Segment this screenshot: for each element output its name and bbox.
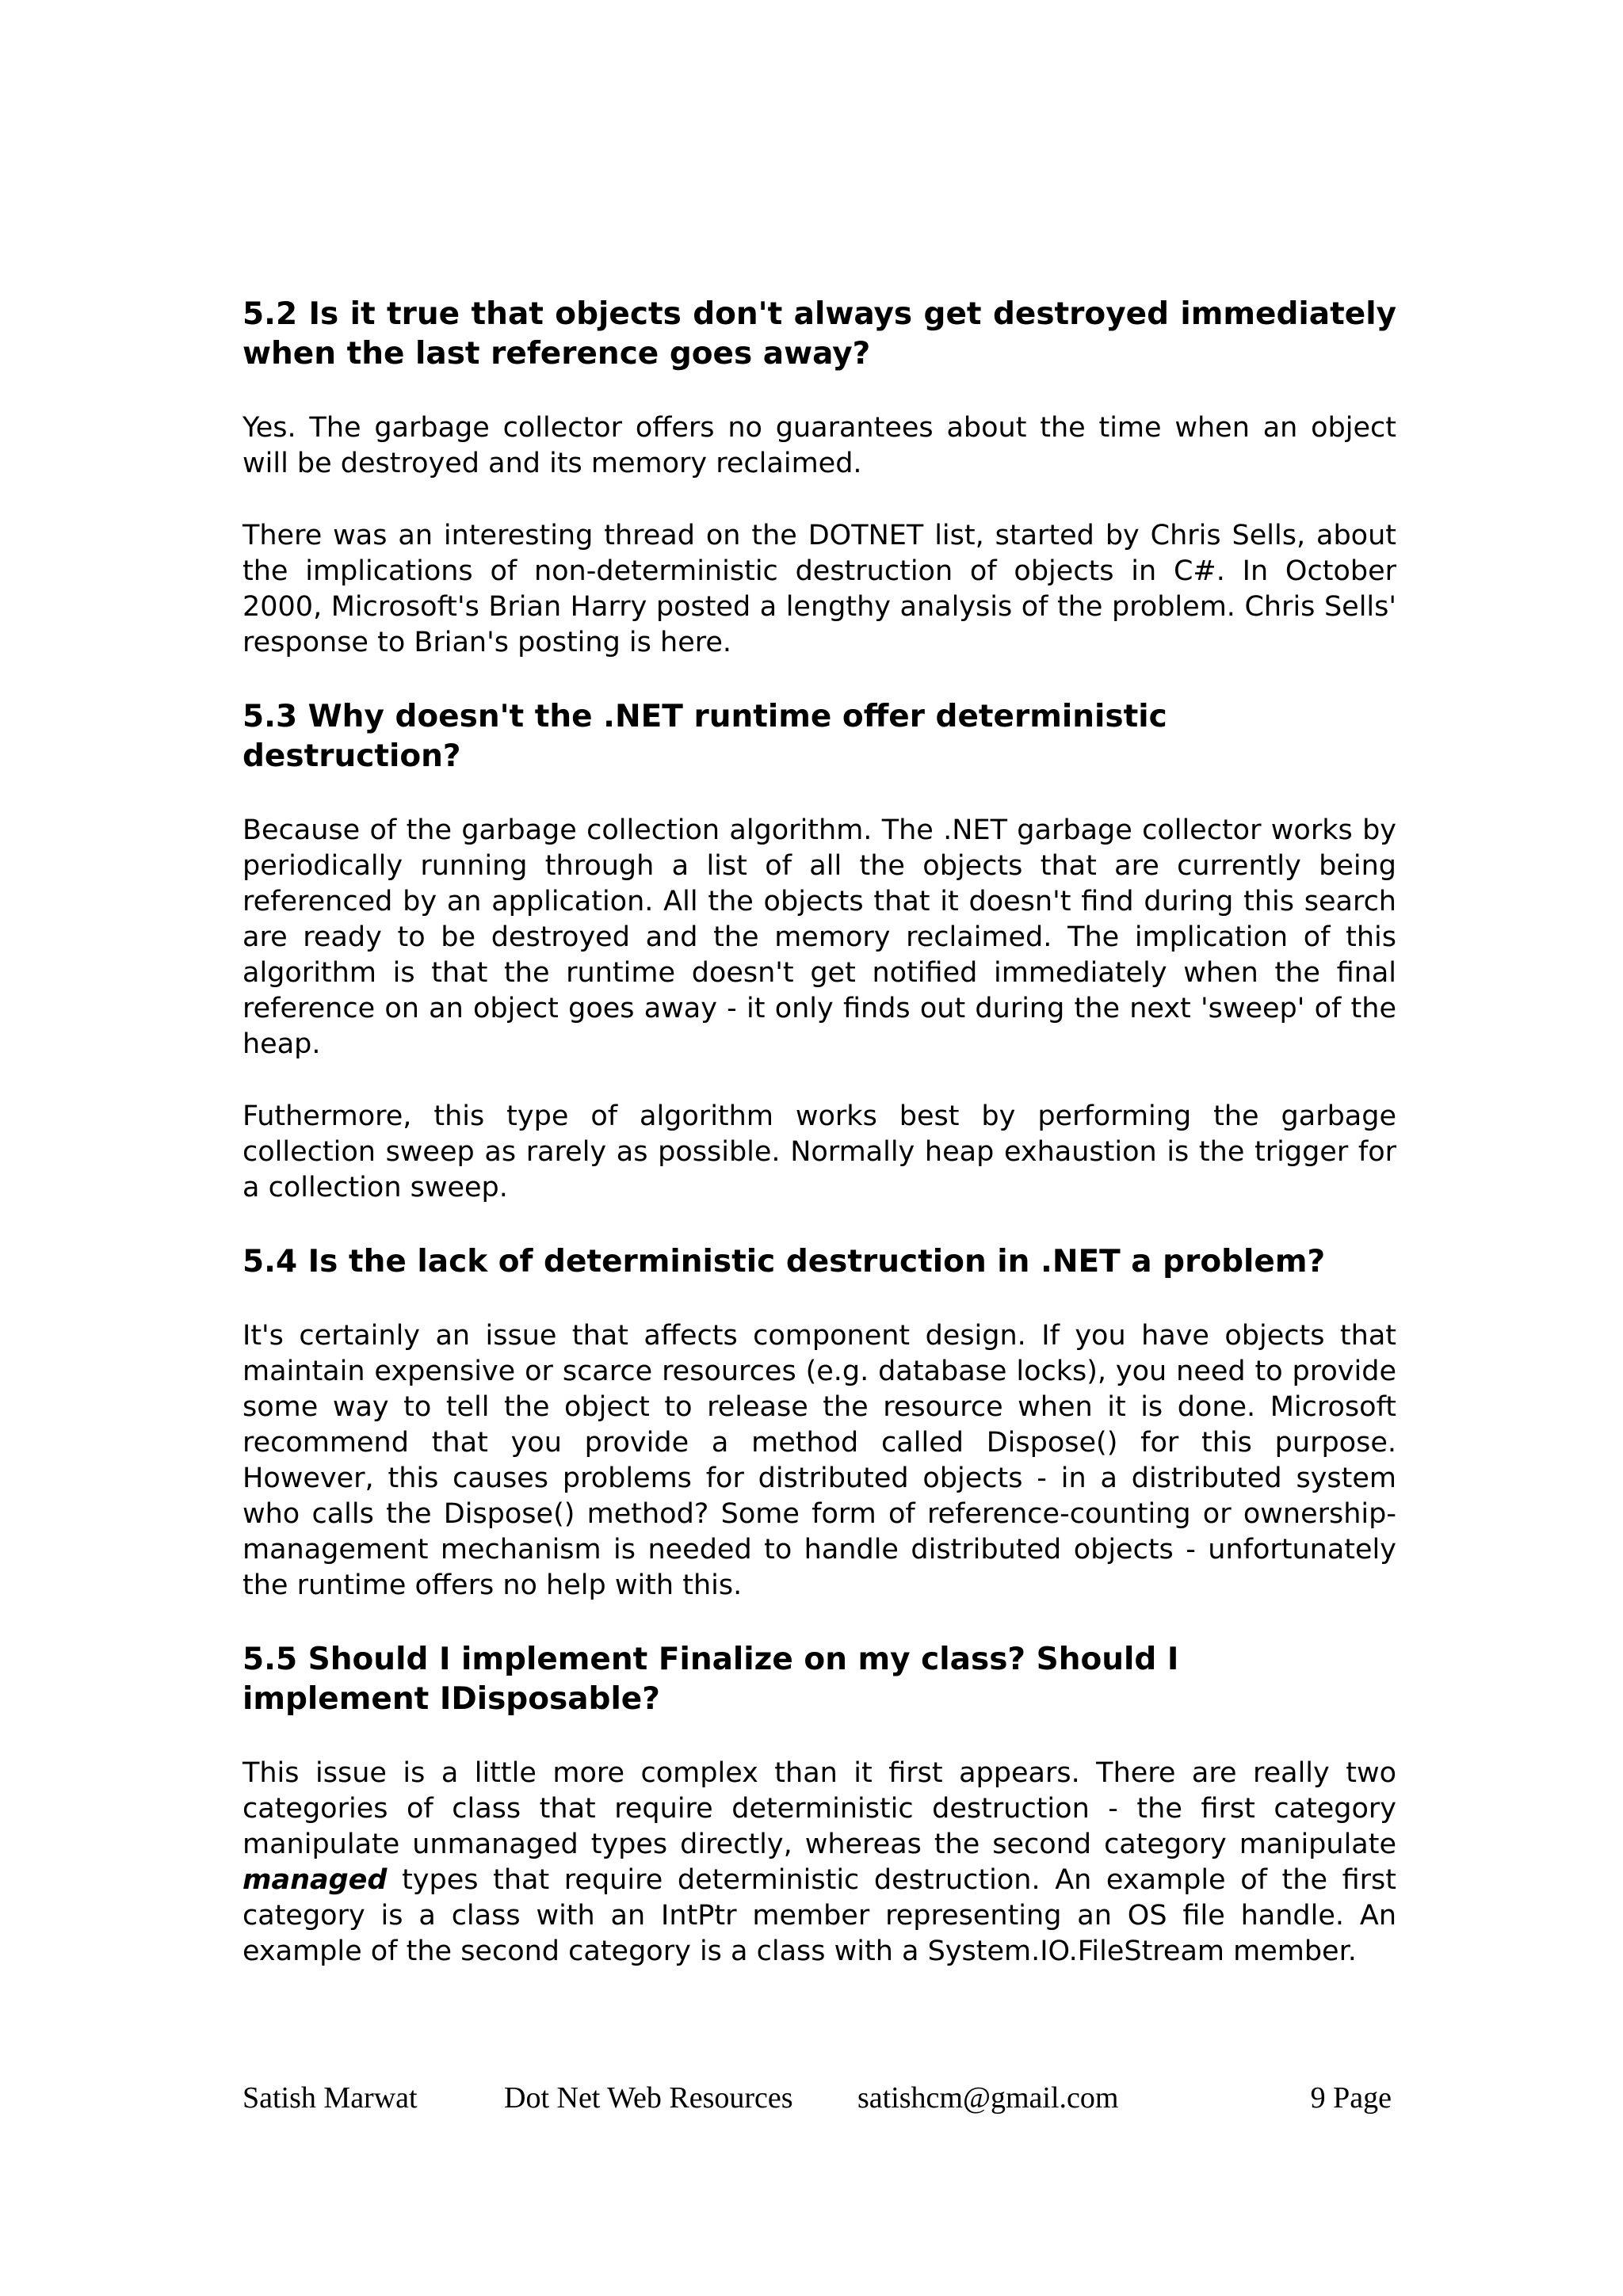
section-5-5 bbox=[242, 1640, 1396, 1970]
paragraph-text: types that require deterministic destruction. An example of the first category is a class with an IntPtr member representing an OS file handle. An example of the second category is a class with a System.IO.FileStream member. bbox=[242, 1864, 1396, 1967]
footer-title: Dot Net Web Resources bbox=[504, 2081, 793, 2115]
section-5-2 bbox=[242, 295, 1396, 661]
paragraph: Futhermore, this type of algorithm works best by performing the garbage collection sweep as rarely as possible. Normally heap exhaustion is the trigger for a collection sweep. bbox=[242, 1100, 1396, 1203]
footer-email: satishcm@gmail.com bbox=[857, 2081, 1119, 2115]
heading-line: 5.3 Why doesn't the .NET runtime offer deterministic bbox=[242, 699, 1167, 734]
heading-line: 5.5 Should I implement Finalize on my class? Should I bbox=[242, 1642, 1179, 1677]
footer-author: Satish Marwat bbox=[242, 2081, 418, 2115]
heading-line: destruction? bbox=[242, 738, 461, 774]
paragraph: Because of the garbage collection algorithm. The .NET garbage collector works by periodically running through a list of all the objects that are currently being referenced by an application. All the objects that it doesn't find during this search are ready to be destroyed and the memory reclaimed. The implication of this algorithm is that the runtime doesn't get notified immediately when the final reference on an object goes away - it only finds out during the next 'sweep' of the heap. bbox=[242, 814, 1396, 1060]
paragraph: There was an interesting thread on the DOTNET list, started by Chris Sells, about the implications of non-deterministic destruction of objects in C#. In October 2000, Microsoft's Brian Harry posted a lengthy analysis of the problem. Chris Sells' response to Brian's posting is here. bbox=[242, 520, 1396, 658]
emphasis-text: managed bbox=[242, 1864, 388, 1896]
section-heading: 5.2 Is it true that objects don't always get destroyed immediately when the last reference goes away? bbox=[242, 296, 1396, 372]
paragraph-text: This issue is a little more complex than it first appears. There are really two categories of class that require deterministic destruction - the first category manipulate unmanaged types directly, whereas the second category manipulate bbox=[242, 1757, 1396, 1860]
heading-line: implement IDisposable? bbox=[242, 1681, 660, 1717]
paragraph: Yes. The garbage collector offers no guarantees about the time when an object will be destroyed and its memory reclaimed. bbox=[242, 412, 1396, 479]
section-heading bbox=[242, 1640, 1396, 1719]
document-page bbox=[242, 295, 1396, 2006]
section-5-4 bbox=[242, 1242, 1396, 1604]
paragraph: It's certainly an issue that affects component design. If you have objects that maintain expensive or scarce resources (e.g. database locks), you need to provide some way to tell the object to release the resource when it is done. Microsoft recommend that you provide a method called Dispose() for this purpose. However, this causes problems for distributed objects - in a distributed system who calls the Dispose() method? Some form of reference-counting or ownership-management mechanism is needed to handle distributed objects - unfortunately the runtime offers no help with this. bbox=[242, 1320, 1396, 1601]
section-5-3 bbox=[242, 697, 1396, 1206]
section-heading: 5.4 Is the lack of deterministic destruction in .NET a problem? bbox=[242, 1244, 1326, 1280]
section-heading bbox=[242, 697, 1396, 776]
footer-page-number: 9 Page bbox=[1310, 2081, 1392, 2115]
paragraph bbox=[242, 1756, 1396, 1970]
